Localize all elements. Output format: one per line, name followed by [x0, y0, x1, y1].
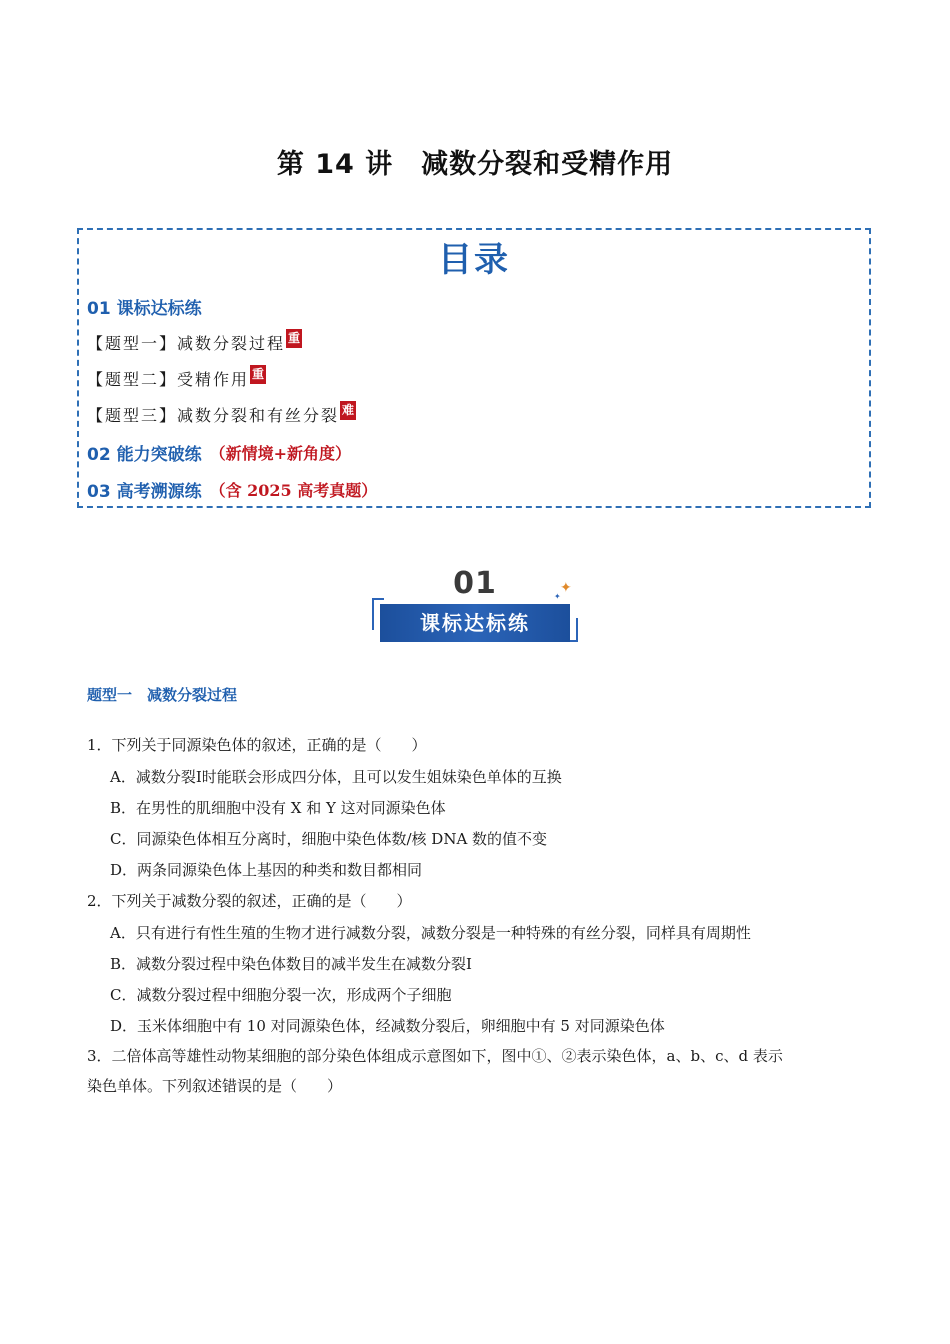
toc-section-note: （新情境+新角度） — [209, 444, 351, 463]
toc-section-label: 01 课标达标练 — [87, 299, 202, 319]
toc-section-note: （含 2025 高考真题） — [209, 481, 378, 500]
page-title: 第 14 讲 减数分裂和受精作用 — [276, 149, 674, 180]
table-of-contents — [77, 228, 871, 508]
toc-section-01[interactable] — [87, 294, 202, 319]
question-1-stem: 1．下列关于同源染色体的叙述，正确的是（ ） — [87, 736, 427, 754]
question-1-option-c: C．同源染色体相互分离时，细胞中染色体数/核 DNA 数的值不变 — [110, 830, 548, 848]
section-title: 题型一 减数分裂过程 — [87, 686, 238, 704]
question-2-stem: 2．下列关于减数分裂的叙述，正确的是（ ） — [87, 892, 412, 910]
sparkle-icon: ✦ — [554, 592, 561, 601]
toc-section-02[interactable] — [87, 440, 351, 465]
key-point-badge: 重 — [250, 365, 266, 384]
sparkle-icon: ✦ — [560, 580, 572, 596]
banner-label: 课标达标练 — [380, 604, 570, 642]
question-1-option-a: A．减数分裂Ⅰ时能联会形成四分体，且可以发生姐妹染色单体的互换 — [110, 768, 562, 786]
section-banner — [370, 566, 580, 646]
toc-heading: 目录 — [438, 240, 510, 280]
toc-section-label: 02 能力突破练 — [87, 445, 202, 465]
banner-number: 01 — [453, 566, 497, 601]
difficult-badge: 难 — [340, 401, 356, 420]
question-2-option-d: D．玉米体细胞中有 10 对同源染色体，经减数分裂后，卵细胞中有 5 对同源染色体 — [110, 1017, 665, 1035]
key-point-badge: 重 — [286, 329, 302, 348]
toc-item-label: 【题型二】受精作用 — [87, 370, 250, 389]
question-2-option-a: A．只有进行有性生殖的生物才进行减数分裂，减数分裂是一种特殊的有丝分裂，同样具有周期性 — [110, 924, 751, 942]
toc-section-03[interactable] — [87, 477, 377, 502]
toc-section-label: 03 高考溯源练 — [87, 482, 202, 502]
toc-item-type-2[interactable] — [87, 367, 266, 390]
question-2-option-b: B．减数分裂过程中染色体数目的减半发生在减数分裂Ⅰ — [110, 955, 472, 973]
question-1-option-b: B．在男性的肌细胞中没有 X 和 Y 这对同源染色体 — [110, 799, 446, 817]
question-3-stem-continued: 染色单体。下列叙述错误的是（ ） — [87, 1077, 343, 1095]
question-3-stem: 3．二倍体高等雄性动物某细胞的部分染色体组成示意图如下，图中①、②表示染色体，a、b、c、d 表示 — [87, 1047, 783, 1065]
toc-item-type-1[interactable] — [87, 331, 302, 354]
toc-item-label: 【题型一】减数分裂过程 — [87, 334, 286, 353]
question-1-option-d: D．两条同源染色体上基因的种类和数目都相同 — [110, 861, 423, 879]
toc-item-type-3[interactable] — [87, 403, 356, 426]
toc-item-label: 【题型三】减数分裂和有丝分裂 — [87, 406, 340, 425]
question-2-option-c: C．减数分裂过程中细胞分裂一次，形成两个子细胞 — [110, 986, 452, 1004]
